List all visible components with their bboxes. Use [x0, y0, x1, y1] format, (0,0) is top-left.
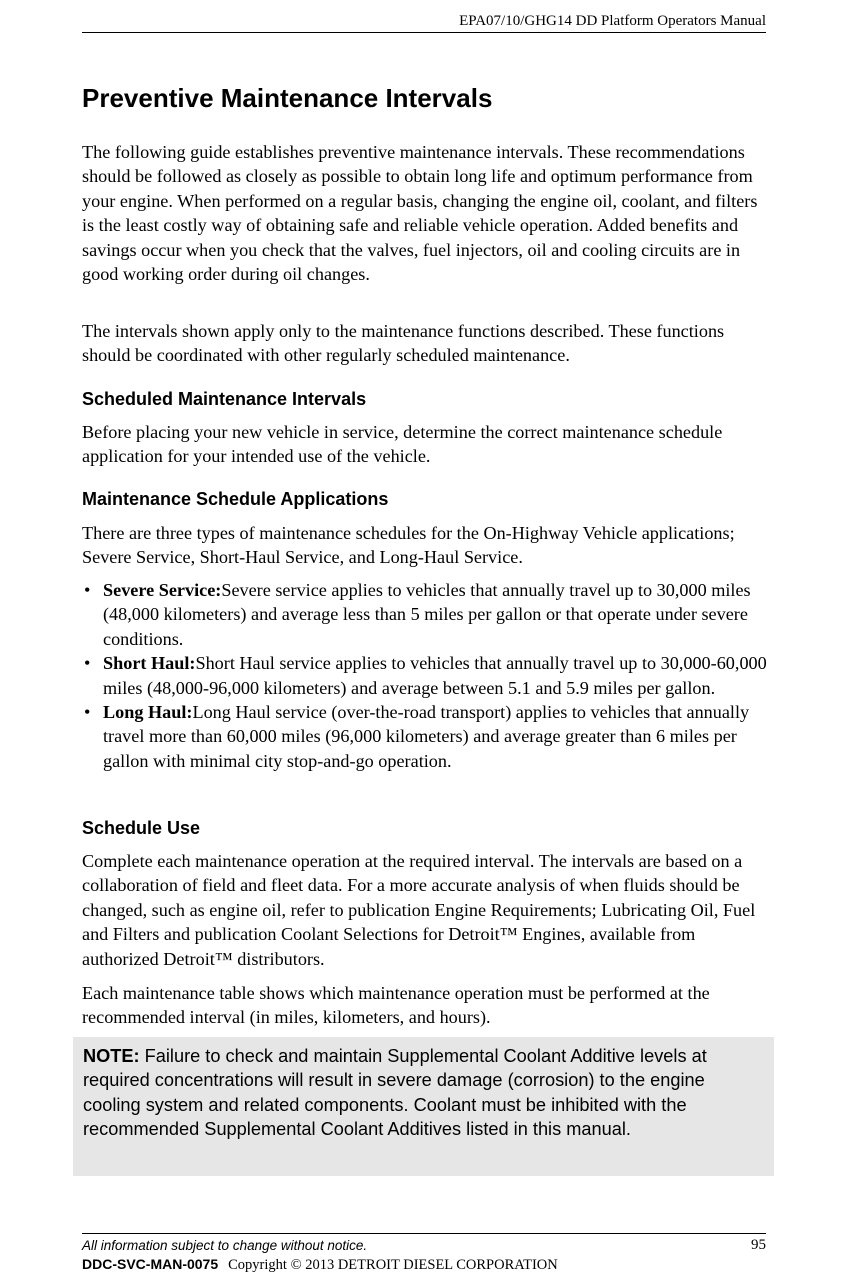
intro-paragraph-1: The following guide establishes preventive maintenance intervals. These recommendations should be followed as closely as possible to obtain long life and optimum performance from your engine. When performed on a regular basis, changing the engine oil, coolant, and filters is the least costly way of obtaining safe and reliable vehicle operation. Added benefits and savings occur when you check that the valves, fuel injectors, oil and cooling circuits are in good working order during oil changes. — [82, 142, 758, 285]
document-id: DDC-SVC-MAN-0075 — [82, 1256, 219, 1272]
applications-text: There are three types of maintenance schedules for the On-Highway Vehicle applications; Severe Service, Short-Haul Service, and Long-Haul Service. — [82, 523, 735, 568]
footer-line — [82, 1256, 558, 1274]
schedule-use-paragraph-1: Complete each maintenance operation at the required interval. The intervals are based on a collaboration of field and fleet data. For a more accurate analysis of when fluids should be changed, such as engine oil, refer to publication Engine Requirements; Lubricating Oil, Fuel and Filters and publication Coolant Selections for Detroit™ Engines, available from authorized Detroit™ distributors. — [82, 851, 756, 969]
bullet-label: Short Haul: — [103, 653, 196, 674]
list-item-long-haul — [82, 700, 772, 773]
scheduled-intervals-text: Before placing your new vehicle in service, determine the correct maintenance schedule application for your intended use of the vehicle. — [82, 422, 723, 467]
bullet-text: Long Haul service (over-the-road transport) applies to vehicles that annually travel more than 60,000 miles (96,000 kilometers) and average greater than 6 miles per gallon with minimal city stop-and-go operation. — [103, 702, 750, 771]
bullet-label: Severe Service: — [103, 580, 222, 600]
service-type-list — [82, 578, 772, 773]
bullet-text: Severe service applies to vehicles that annually travel up to 30,000 miles (48,000 kilometers) and average less than 5 miles per gallon or that operate under severe conditions. — [103, 580, 751, 649]
bullet-text: Short Haul service applies to vehicles that annually travel up to 30,000-60,000 miles (48,000-96,000 kilometers) and average between 5.1 and 5.9 miles per gallon. — [103, 653, 767, 698]
running-header: EPA07/10/GHG14 DD Platform Operators Manual — [459, 13, 766, 29]
footer-rule — [82, 1233, 766, 1234]
bullet-dot: • — [84, 580, 91, 600]
intro-paragraph-2: The intervals shown apply only to the maintenance functions described. These functions should be coordinated with other regularly scheduled maintenance. — [82, 321, 725, 366]
bullet-dot: • — [84, 653, 91, 674]
list-item-short-haul — [82, 651, 772, 700]
scheduled-intervals-heading: Scheduled Maintenance Intervals — [82, 389, 367, 409]
schedule-use-heading: Schedule Use — [82, 818, 201, 838]
header-rule — [82, 32, 766, 33]
note-callout — [73, 1037, 774, 1176]
schedule-use-paragraph-2: Each maintenance table shows which maintenance operation must be performed at the recommended interval (in miles, kilometers, and hours). — [82, 983, 710, 1028]
page-title: Preventive Maintenance Intervals — [82, 83, 493, 113]
note-body: Failure to check and maintain Supplemental Coolant Additive levels at required concentrations will result in severe damage (corrosion) to the engine cooling system and related components. Coolant must be inhibited with the recommended Supplemental Coolant Additives listed in this manual. — [83, 1046, 707, 1140]
footer-notice: All information subject to change without notice. — [82, 1238, 368, 1253]
page-number: 95 — [751, 1237, 766, 1253]
bullet-label: Long Haul: — [103, 702, 193, 723]
applications-heading: Maintenance Schedule Applications — [82, 489, 389, 509]
note-label: NOTE: — [83, 1046, 140, 1066]
bullet-dot: • — [84, 702, 91, 723]
list-item-severe-service — [82, 578, 772, 651]
note-text — [83, 1044, 764, 1142]
copyright-notice: Copyright © 2013 DETROIT DIESEL CORPORATION — [228, 1257, 558, 1273]
